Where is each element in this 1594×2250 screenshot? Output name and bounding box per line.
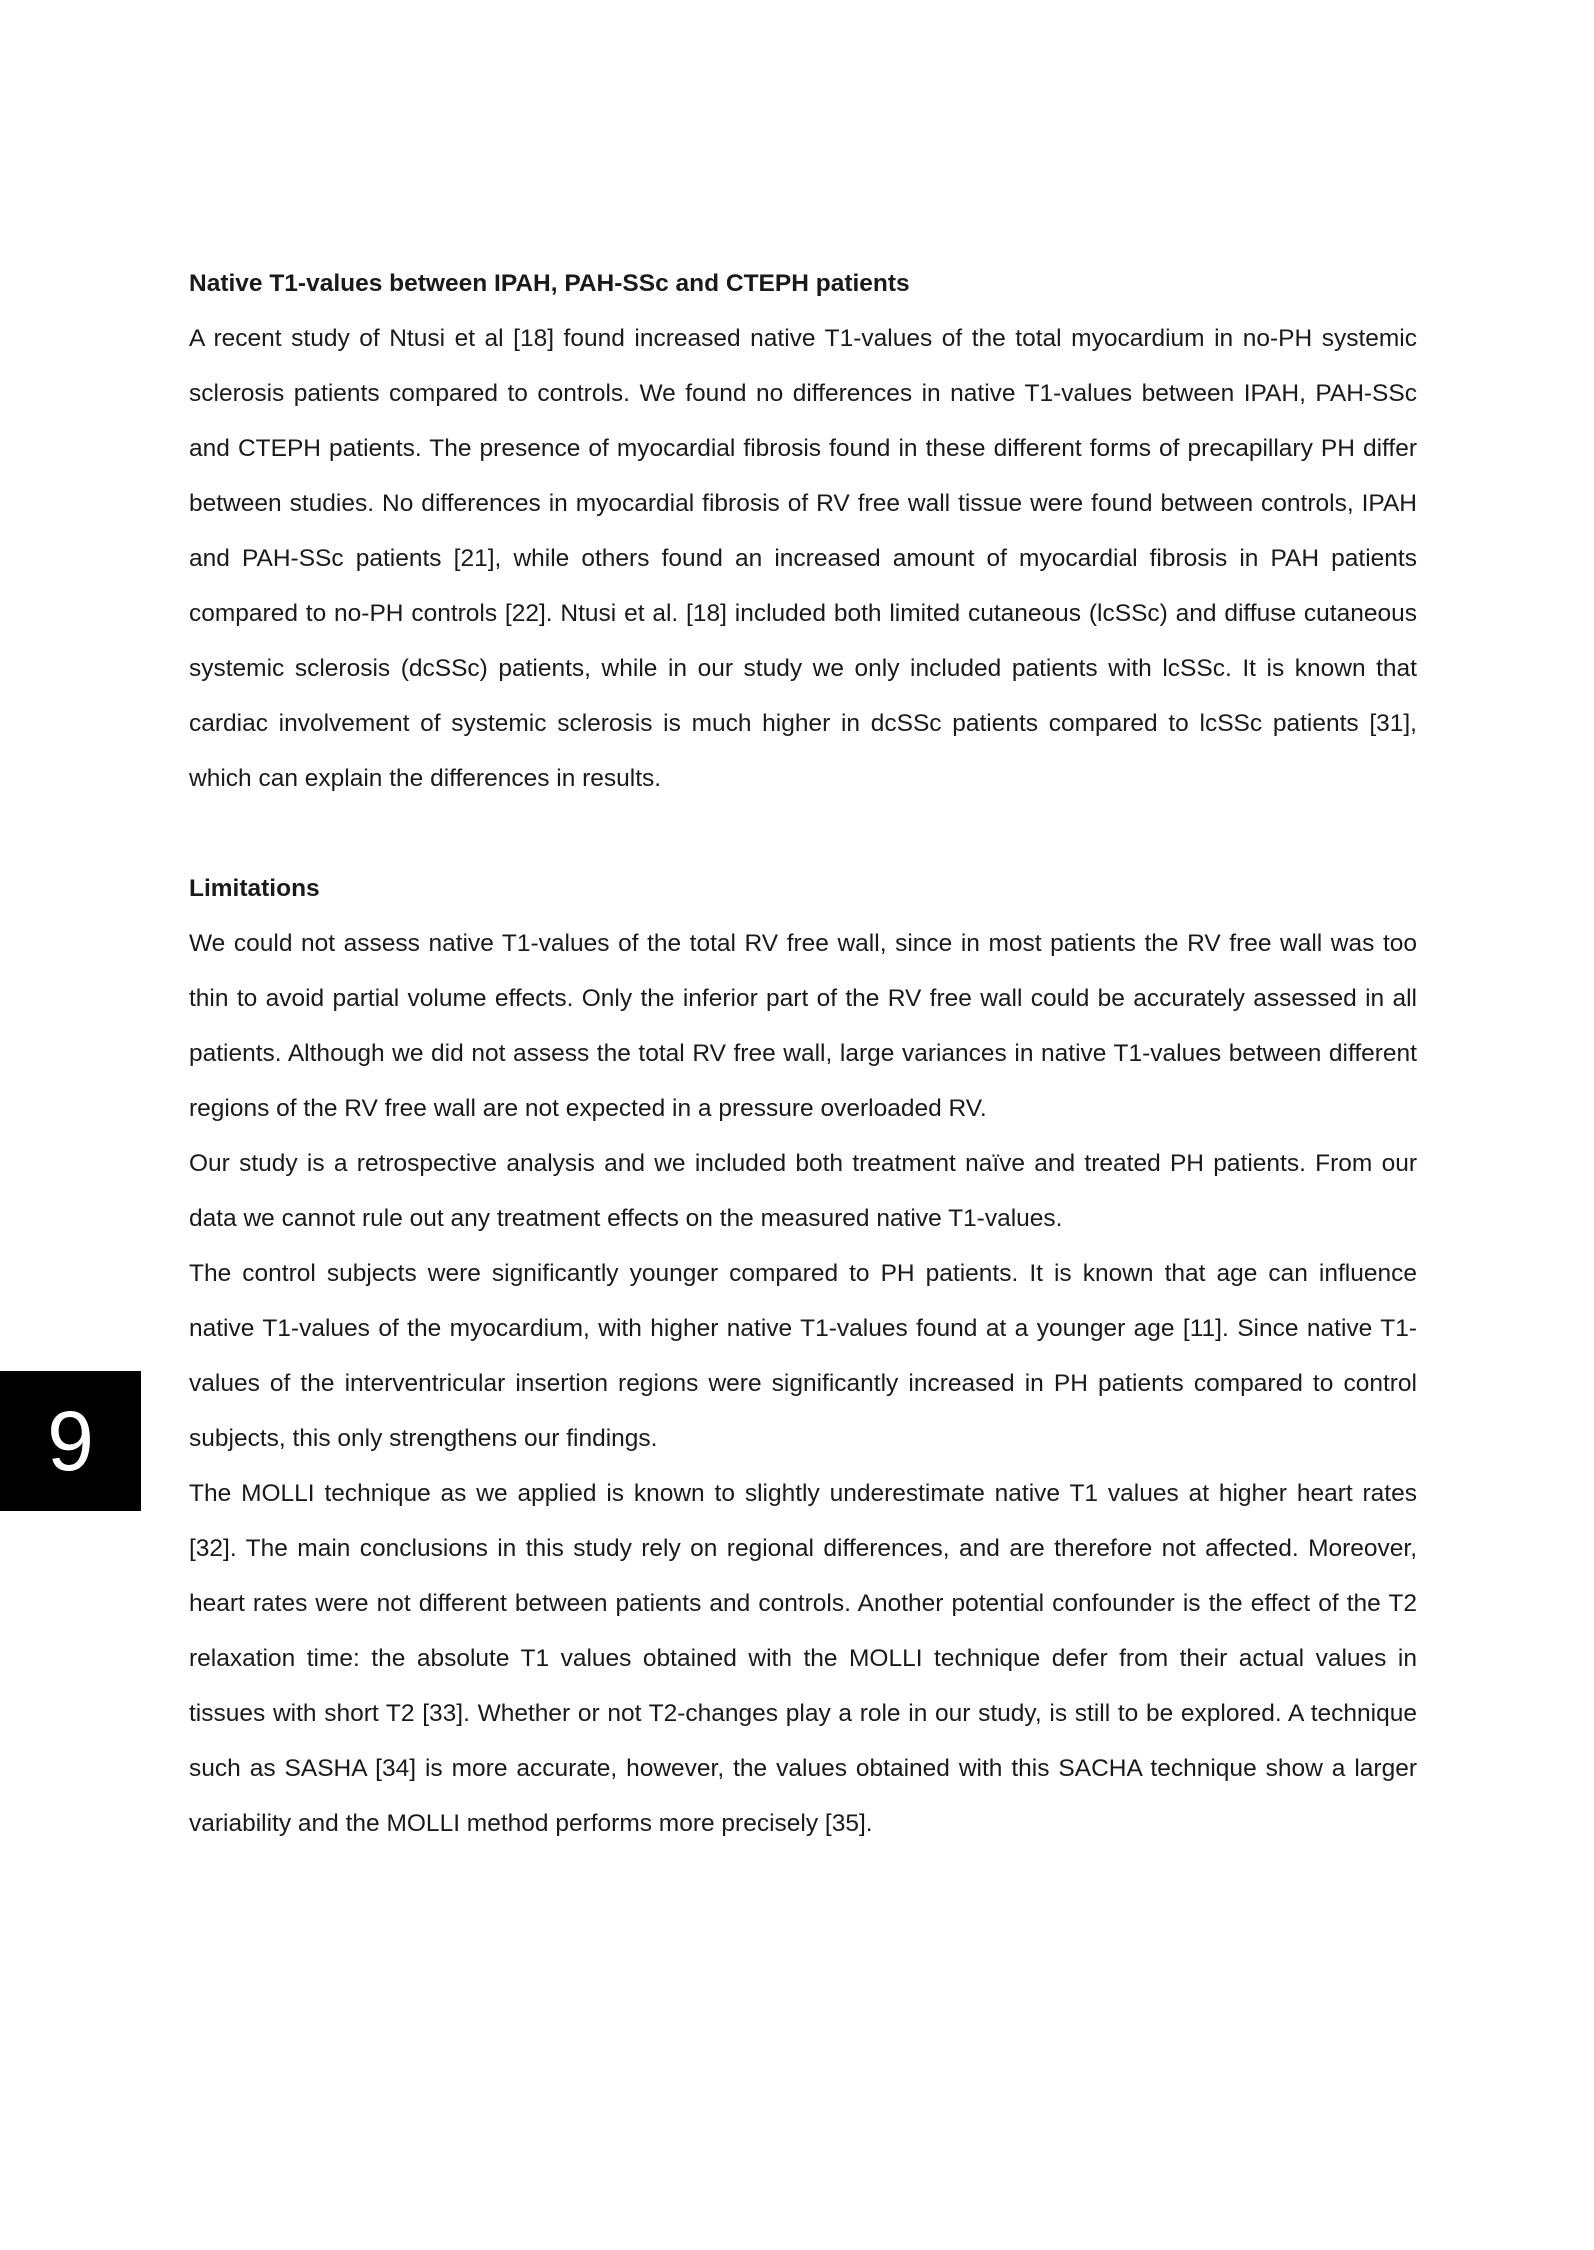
page-body bbox=[189, 256, 1417, 1851]
section-heading: Limitations bbox=[189, 875, 320, 902]
paragraph: The MOLLI technique as we applied is known to slightly underestimate native T1 values at higher heart rates [32]. The main conclusions in this study rely on regional differences, and are therefore not affected. Moreover, heart rates were not different between patients and controls. Another potential confounder is the effect of the T2 relaxation time: the absolute T1 values obtained with the MOLLI technique defer from their actual values in tissues with short T2 [33]. Whether or not T2-changes play a role in our study, is still to be explored. A technique such as SASHA [34] is more accurate, however, the values obtained with this SACHA technique show a larger variability and the MOLLI method performs more precisely [35]. bbox=[189, 1480, 1417, 1837]
paragraph: The control subjects were significantly younger compared to PH patients. It is known that age can influence native T1-values of the myocardium, with higher native T1-values found at a younger age [11]. Since native T1-values of the interventricular insertion regions were significantly increased in PH patients compared to control subjects, this only strengthens our findings. bbox=[189, 1260, 1417, 1452]
paragraph: Our study is a retrospective analysis and we included both treatment naïve and treated PH patients. From our data we cannot rule out any treatment effects on the measured native T1-values. bbox=[189, 1150, 1417, 1232]
section-heading: Native T1-values between IPAH, PAH-SSc and CTEPH patients bbox=[189, 270, 910, 297]
chapter-number-tab: 9 bbox=[0, 1371, 141, 1511]
section-limitations bbox=[189, 861, 1417, 1851]
section-gap bbox=[189, 806, 1417, 861]
section-native-t1 bbox=[189, 256, 1417, 806]
paragraph: We could not assess native T1-values of the total RV free wall, since in most patients the RV free wall was too thin to avoid partial volume effects. Only the inferior part of the RV free wall could be accurately assessed in all patients. Although we did not assess the total RV free wall, large variances in native T1-values between different regions of the RV free wall are not expected in a pressure overloaded RV. bbox=[189, 930, 1417, 1122]
paragraph: A recent study of Ntusi et al [18] found increased native T1-values of the total myocardium in no-PH systemic sclerosis patients compared to controls. We found no differences in native T1-values between IPAH, PAH-SSc and CTEPH patients. The presence of myocardial fibrosis found in these different forms of precapillary PH differ between studies. No differences in myocardial fibrosis of RV free wall tissue were found between controls, IPAH and PAH-SSc patients [21], while others found an increased amount of myocardial fibrosis in PAH patients compared to no-PH controls [22]. Ntusi et al. [18] included both limited cutaneous (lcSSc) and diffuse cutaneous systemic sclerosis (dcSSc) patients, while in our study we only included patients with lcSSc. It is known that cardiac involvement of systemic sclerosis is much higher in dcSSc patients compared to lcSSc patients [31], which can explain the differences in results. bbox=[189, 325, 1417, 792]
